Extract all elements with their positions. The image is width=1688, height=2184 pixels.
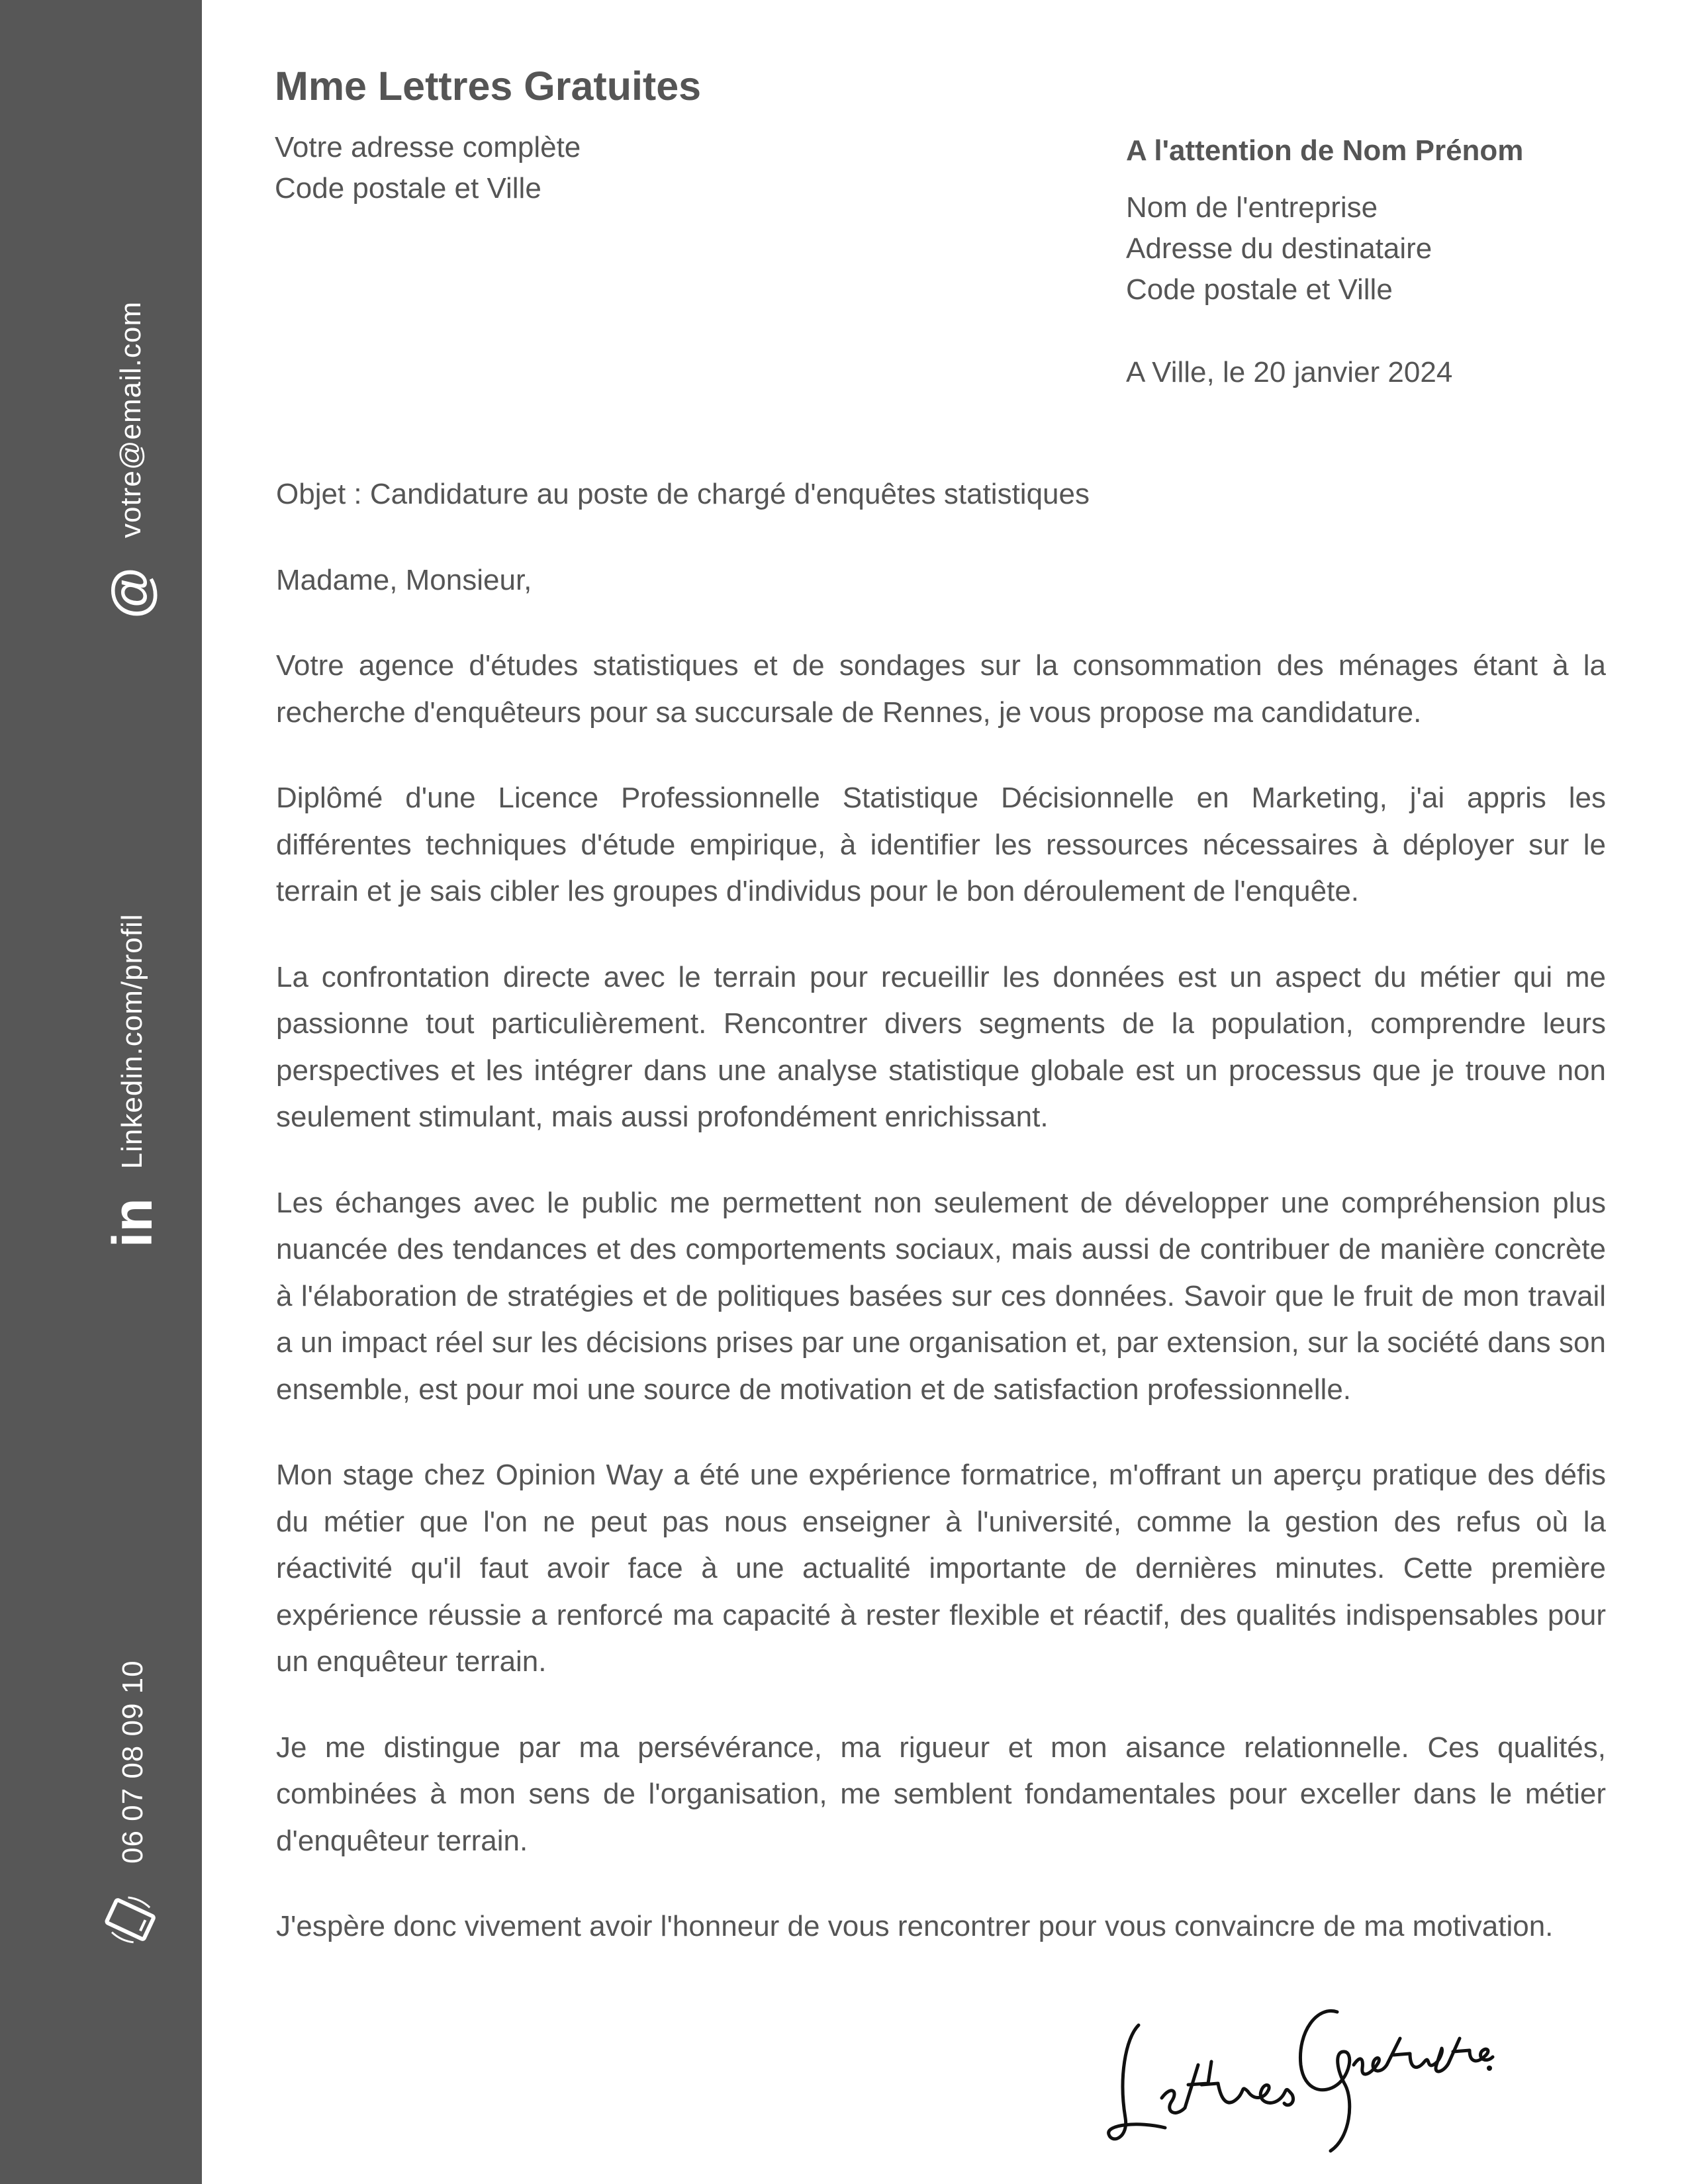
letter-subject: Objet : Candidature au poste de chargé d'enquêtes statistiques bbox=[276, 478, 1090, 510]
letter-paragraph: Votre agence d'études statistiques et de sondages sur la consommation des ménages étant à la recherche d'enquêteurs pour sa succursale de Rennes, je vous propose ma candidature. bbox=[276, 649, 1606, 729]
letter-paragraph: Diplômé d'une Licence Professionnelle Statistique Décisionnelle en Marketing, j'ai appris les différentes techniques d'étude empirique, à identifier les ressources nécessaires à déployer sur le terrain et je sais cibler les groupes d'individus pour le bon déroulement de l'enquête. bbox=[276, 782, 1606, 907]
letter-body bbox=[276, 471, 1606, 1950]
recipient-block bbox=[1126, 130, 1523, 310]
recipient-company: Nom de l'entreprise bbox=[1126, 191, 1378, 224]
sender-name: Mme Lettres Gratuites bbox=[275, 64, 702, 109]
at-icon: @ bbox=[101, 567, 160, 619]
contact-sidebar bbox=[0, 0, 202, 2184]
recipient-attention: A l'attention de Nom Prénom bbox=[1126, 134, 1524, 167]
recipient-address: Adresse du destinataire bbox=[1126, 232, 1432, 265]
phone-icon bbox=[105, 1893, 161, 1946]
letter-paragraph: La confrontation directe avec le terrain pour recueillir les données est un aspect du métier qui me passionne tout particulièrement. Rencontrer divers segments de la population, comprendre leurs perspectives et les intégrer dans une analyse statistique globale est un processus que je trouve non seulement stimulant, mais aussi profondément enrichissant. bbox=[276, 960, 1606, 1133]
sender-address bbox=[275, 127, 581, 209]
letter-paragraph: Je me distingue par ma persévérance, ma rigueur et mon aisance relationnelle. Ces qualités, combinées à mon sens de l'organisation, me semblent fondamentales pour exceller dans le métier d'enquêteur terrain. bbox=[276, 1731, 1606, 1857]
linkedin-icon: in bbox=[101, 1198, 164, 1248]
email-contact bbox=[101, 301, 160, 619]
phone-text[interactable]: 06 07 08 09 10 bbox=[116, 1660, 149, 1864]
linkedin-text[interactable]: Linkedin.com/profil bbox=[116, 913, 148, 1169]
linkedin-contact bbox=[101, 913, 164, 1248]
sender-address-line1: Votre adresse complète bbox=[275, 131, 581, 163]
phone-contact bbox=[105, 1660, 161, 1946]
recipient-city: Code postale et Ville bbox=[1126, 273, 1393, 306]
handwritten-signature bbox=[1099, 1985, 1496, 2158]
letter-date: A Ville, le 20 janvier 2024 bbox=[1126, 356, 1453, 388]
email-text[interactable]: votre@email.com bbox=[115, 301, 147, 538]
letter-paragraph: Mon stage chez Opinion Way a été une expérience formatrice, m'offrant un aperçu pratique des défis du métier que l'on ne peut pas nous enseigner à l'université, comme la gestion des refus où la réactivité qu'il faut avoir face à une actualité importante de dernières minutes. Cette première expérience réussie a renforcé ma capacité à rester flexible et réactif, des qualités indispensables pour un enquêteur terrain. bbox=[276, 1459, 1606, 1678]
letter-salutation: Madame, Monsieur, bbox=[276, 563, 532, 596]
letter-paragraph: J'espère donc vivement avoir l'honneur de vous rencontrer pour vous convaincre de ma motivation. bbox=[276, 1910, 1554, 1942]
letter-paragraph: Les échanges avec le public me permettent non seulement de développer une compréhension plus nuancée des tendances et des comportements sociaux, mais aussi de contribuer de manière concrète à l'élaboration de stratégies et de politiques basées sur ces données. Savoir que le fruit de mon travail a un impact réel sur les décisions prises par une organisation et, par extension, sur la société dans son ensemble, est pour moi une source de motivation et de satisfaction professionnelle. bbox=[276, 1186, 1606, 1406]
sender-address-line2: Code postale et Ville bbox=[275, 172, 541, 205]
